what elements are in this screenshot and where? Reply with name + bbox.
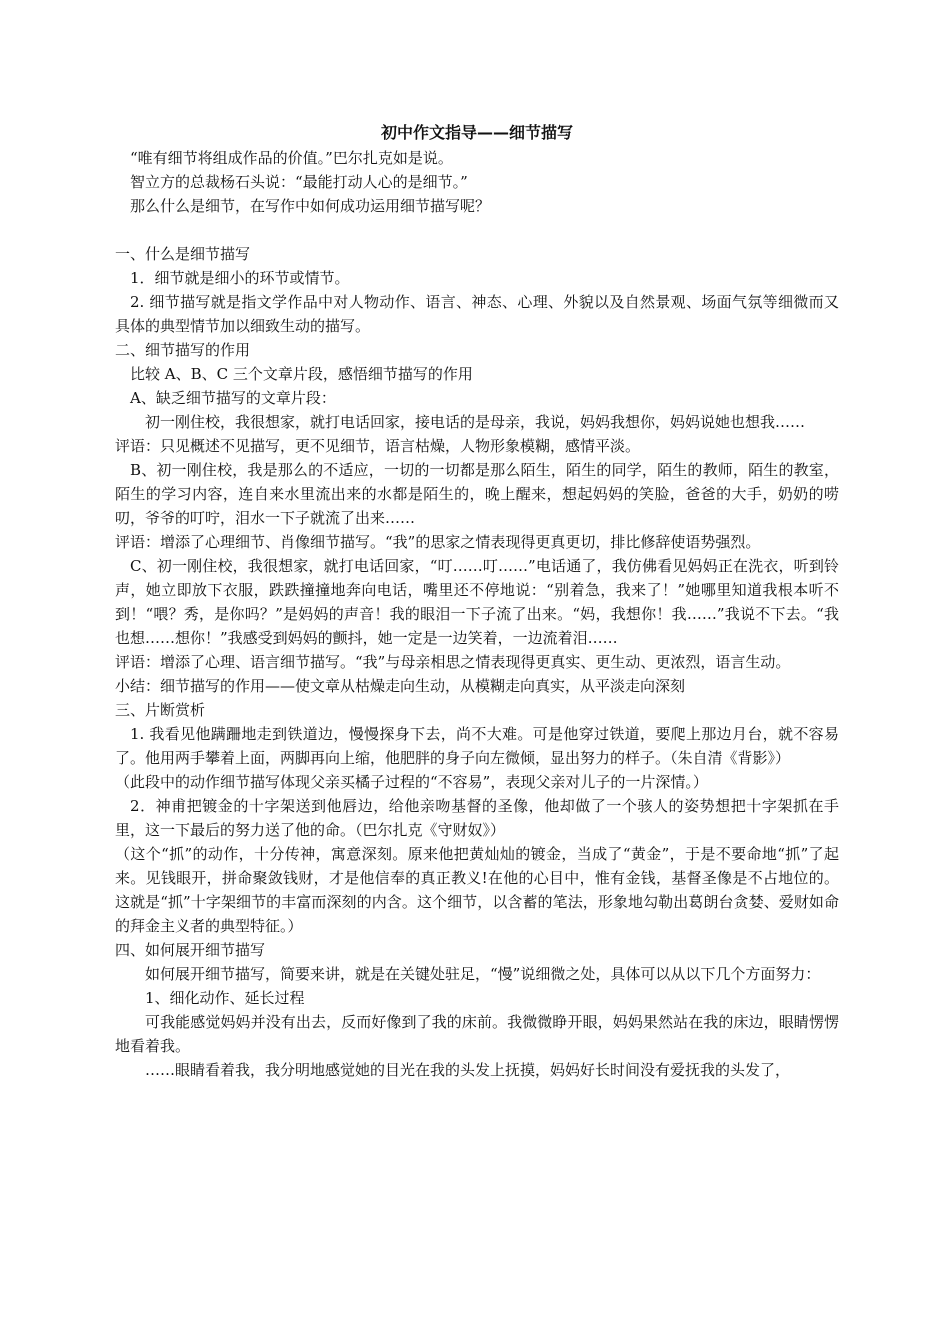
paragraph: 可我能感觉妈妈并没有出去，反而好像到了我的床前。我微微睁开眼，妈妈果然站在我的床边，眼睛愣愣地看着我。	[115, 1013, 839, 1055]
paragraph: 那么什么是细节，在写作中如何成功运用细节描写呢？	[130, 197, 491, 215]
paragraph: 智立方的总裁杨石头说：“最能打动人心的是细节。”	[130, 173, 468, 191]
paragraph: 初一刚住校，我很想家，就打电话回家，接电话的是母亲，我说，妈妈我想你，妈妈说她也想我……	[145, 413, 806, 431]
paragraph: 1．细节就是细小的环节或情节。	[130, 269, 350, 287]
paragraph: 评语：增添了心理、语言细节描写。“我”与母亲相思之情表现得更真实、更生动、更浓烈，语言生动。	[115, 653, 791, 671]
paragraph: 2．神甫把镀金的十字架送到他唇边，给他亲吻基督的圣像，他却做了一个骇人的姿势想把十字架抓在手里，这一下最后的努力送了他的命。（巴尔扎克《守财奴》）	[115, 797, 839, 839]
paragraph: C、初一刚住校，我很想家，就打电话回家，“叮……叮……”电话通了，我仿佛看见妈妈正在洗衣，听到铃声，她立即放下衣服，跌跌撞撞地奔向电话，嘴里还不停地说：“别着急，我来了！”她哪里知道我根本听不到！“喂？秀，是你吗？”是妈妈的声音！我的眼泪一下子流了出来。“妈，我想你！我……”我说不下去。“我也想……想你！”我感受到妈妈的颤抖，她一定是一边笑着，一边流着泪……	[115, 557, 839, 647]
paragraph: 1. 我看见他蹒跚地走到铁道边，慢慢探身下去，尚不大难。可是他穿过铁道，要爬上那边月台，就不容易了。他用两手攀着上面，两脚再向上缩，他肥胖的身子向左微倾，显出努力的样子。（朱自清《背影》）	[115, 725, 839, 767]
paragraph: 评语：只见概述不见描写，更不见细节，语言枯燥，人物形象模糊，感情平淡。	[115, 437, 641, 455]
document-body	[115, 146, 839, 1082]
paragraph: 1、细化动作、延长过程	[145, 989, 305, 1007]
paragraph: 如何展开细节描写，简要来讲，就是在关键处驻足，“慢”说细微之处，具体可以从以下几个方面努力：	[145, 965, 821, 983]
paragraph: 一、什么是细节描写	[115, 245, 251, 263]
paragraph: 评语：增添了心理细节、肖像细节描写。“我”的思家之情表现得更真更切，排比修辞使语势强烈。	[115, 533, 761, 551]
document-title: 初中作文指导——细节描写	[380, 123, 573, 142]
document-page	[115, 120, 839, 1082]
paragraph: 2. 细节描写就是指文学作品中对人物动作、语言、神态、心理、外貌以及自然景观、场面气氛等细微而又具体的典型情节加以细致生动的描写。	[115, 293, 839, 335]
paragraph: 二、细节描写的作用	[115, 341, 251, 359]
paragraph: B、初一刚住校，我是那么的不适应，一切的一切都是那么陌生，陌生的同学，陌生的教师，陌生的教室，陌生的学习内容，连自来水里流出来的水都是陌生的，晚上醒来，想起妈妈的笑脸，爸爸的大手，奶奶的唠叨，爷爷的叮咛，泪水一下子就流了出来……	[115, 461, 839, 527]
paragraph: A、缺乏细节描写的文章片段：	[130, 389, 336, 407]
paragraph: （这个“抓”的动作，十分传神，寓意深刻。原来他把黄灿灿的镀金，当成了“黄金”，于是不要命地“抓”了起来。见钱眼开，拼命聚敛钱财，才是他信奉的真正教义!在他的心目中，惟有金钱，基督圣像是不占地位的。这就是“抓”十字架细节的丰富而深刻的内含。这个细节，以含蓄的笔法，形象地勾勒出葛朗台贪婪、爱财如命的拜金主义者的典型特征。）	[115, 845, 839, 935]
blank-line	[115, 218, 839, 242]
paragraph: （此段中的动作细节描写体现父亲买橘子过程的“不容易”，表现父亲对儿子的一片深情。）	[115, 773, 708, 791]
paragraph: 三、片断赏析	[115, 701, 206, 719]
paragraph: “唯有细节将组成作品的价值。”巴尔扎克如是说。	[130, 149, 453, 167]
paragraph: 四、如何展开细节描写	[115, 941, 266, 959]
paragraph: 比较 A、B、C 三个文章片段，感悟细节描写的作用	[130, 365, 473, 383]
paragraph: ……眼睛看着我，我分明地感觉她的目光在我的头发上抚摸，妈妈好长时间没有爱抚我的头发了，	[145, 1061, 791, 1079]
paragraph: 小结：细节描写的作用——使文章从枯燥走向生动，从模糊走向真实，从平淡走向深刻	[115, 677, 686, 695]
